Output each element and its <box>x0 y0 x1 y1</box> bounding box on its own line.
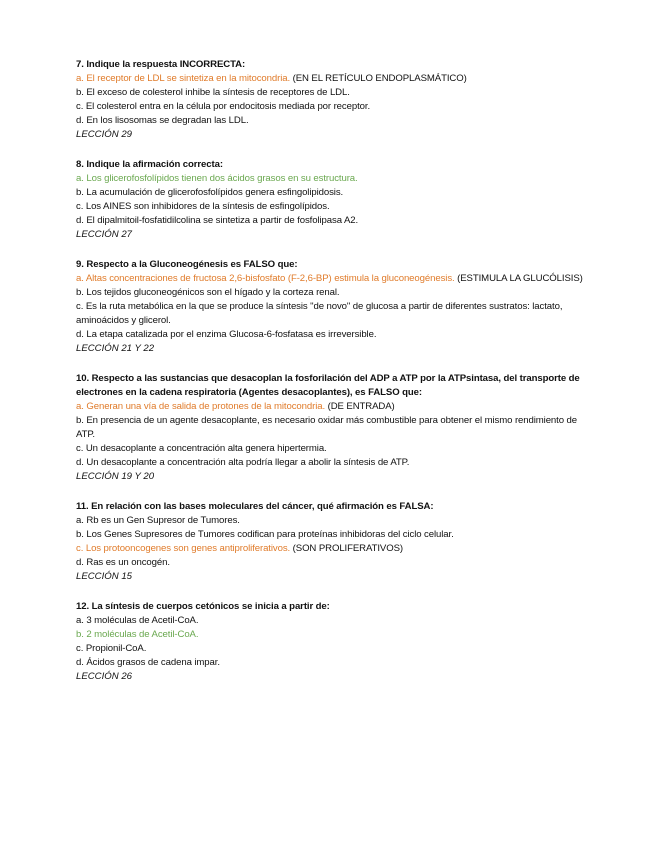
answer-option-text: c. Los protooncogenes son genes antiproliferativos. <box>76 543 291 554</box>
answer-option-text: a. Los glicerofosfolípidos tienen dos ácidos grasos en su estructura. <box>76 173 358 184</box>
question-block <box>76 58 586 142</box>
answer-option <box>76 400 586 414</box>
answer-option <box>76 100 586 114</box>
answer-option <box>76 272 586 286</box>
answer-option <box>76 86 586 100</box>
answer-option-text: c. Un desacoplante a concentración alta genera hipertermia. <box>76 443 327 454</box>
answer-option <box>76 642 586 656</box>
answer-option <box>76 114 586 128</box>
answer-option <box>76 514 586 528</box>
correction-note: (EN EL RETÍCULO ENDOPLASMÁTICO) <box>290 73 467 84</box>
answer-option <box>76 200 586 214</box>
answer-option-text: d. Un desacoplante a concentración alta podría llegar a abolir la síntesis de ATP. <box>76 457 410 468</box>
answer-option-text: d. Ras es un oncogén. <box>76 557 170 568</box>
question-title: 10. Respecto a las sustancias que desacoplan la fosforilación del ADP a ATP por la ATPsintasa, del transporte de electrones en la cadena respiratoria (Agentes desacoplantes), es FALSO que: <box>76 373 580 398</box>
answer-option <box>76 214 586 228</box>
lesson-reference: LECCIÓN 19 Y 20 <box>76 471 155 482</box>
question-block <box>76 500 586 584</box>
lesson-reference: LECCIÓN 26 <box>76 671 132 682</box>
answer-option <box>76 172 586 186</box>
answer-option-text: b. Los Genes Supresores de Tumores codifican para proteínas inhibidoras del ciclo celular. <box>76 529 454 540</box>
answer-option-text: d. Ácidos grasos de cadena impar. <box>76 657 220 668</box>
question-block <box>76 600 586 684</box>
answer-option <box>76 542 586 556</box>
answer-option <box>76 328 586 342</box>
answer-option-text: a. 3 moléculas de Acetil-CoA. <box>76 615 199 626</box>
question-list <box>76 58 586 700</box>
answer-option-text: c. Propionil-CoA. <box>76 643 147 654</box>
answer-option-text: a. Rb es un Gen Supresor de Tumores. <box>76 515 240 526</box>
question-title: 11. En relación con las bases moleculares del cáncer, qué afirmación es FALSA: <box>76 501 434 512</box>
lesson-reference: LECCIÓN 15 <box>76 571 132 582</box>
question-title: 9. Respecto a la Gluconeogénesis es FALSO que: <box>76 259 298 270</box>
question-block <box>76 372 586 484</box>
answer-option-text: b. En presencia de un agente desacoplante, es necesario oxidar más combustible para obtener el mismo rendimiento de ATP. <box>76 415 578 440</box>
answer-option-text: a. Generan una vía de salida de protones de la mitocondria. <box>76 401 326 412</box>
answer-option <box>76 286 586 300</box>
question-title: 7. Indique la respuesta INCORRECTA: <box>76 59 246 70</box>
answer-option <box>76 72 586 86</box>
correction-note: (SON PROLIFERATIVOS) <box>290 543 403 554</box>
question-block <box>76 158 586 242</box>
question-title: 12. La síntesis de cuerpos cetónicos se inicia a partir de: <box>76 601 330 612</box>
question-block <box>76 258 586 356</box>
answer-option-text: c. Es la ruta metabólica en la que se produce la síntesis "de novo" de glucosa a partir de diferentes sustratos: lactato, aminoácidos y glicerol. <box>76 301 563 326</box>
correction-note: (ESTIMULA LA GLUCÓLISIS) <box>454 273 583 284</box>
answer-option-text: d. En los lisosomas se degradan las LDL. <box>76 115 249 126</box>
answer-option <box>76 442 586 456</box>
answer-option <box>76 528 586 542</box>
answer-option <box>76 614 586 628</box>
answer-option-text: b. 2 moléculas de Acetil-CoA. <box>76 629 199 640</box>
question-title: 8. Indique la afirmación correcta: <box>76 159 223 170</box>
answer-option-text: d. La etapa catalizada por el enzima Glucosa-6-fosfatasa es irreversible. <box>76 329 377 340</box>
answer-option-text: c. El colesterol entra en la célula por endocitosis mediada por receptor. <box>76 101 371 112</box>
answer-option-text: a. Altas concentraciones de fructosa 2,6-bisfosfato (F-2,6-BP) estimula la gluconeogénesis. <box>76 273 455 284</box>
answer-option <box>76 186 586 200</box>
lesson-reference: LECCIÓN 27 <box>76 229 132 240</box>
answer-option-text: a. El receptor de LDL se sintetiza en la mitocondria. <box>76 73 291 84</box>
lesson-reference: LECCIÓN 21 Y 22 <box>76 343 155 354</box>
answer-option <box>76 456 586 470</box>
correction-note: (DE ENTRADA) <box>325 401 395 412</box>
lesson-reference: LECCIÓN 29 <box>76 129 132 140</box>
answer-option-text: d. El dipalmitoil-fosfatidilcolina se sintetiza a partir de fosfolipasa A2. <box>76 215 359 226</box>
answer-option <box>76 300 586 328</box>
answer-option-text: b. Los tejidos gluconeogénicos son el hígado y la corteza renal. <box>76 287 340 298</box>
answer-option-text: b. El exceso de colesterol inhibe la síntesis de receptores de LDL. <box>76 87 350 98</box>
answer-option-text: c. Los AINES son inhibidores de la síntesis de esfingolípidos. <box>76 201 330 212</box>
answer-option-text: b. La acumulación de glicerofosfolípidos genera esfingolipidosis. <box>76 187 344 198</box>
answer-option <box>76 656 586 670</box>
answer-option <box>76 414 586 442</box>
answer-option <box>76 628 586 642</box>
answer-option <box>76 556 586 570</box>
